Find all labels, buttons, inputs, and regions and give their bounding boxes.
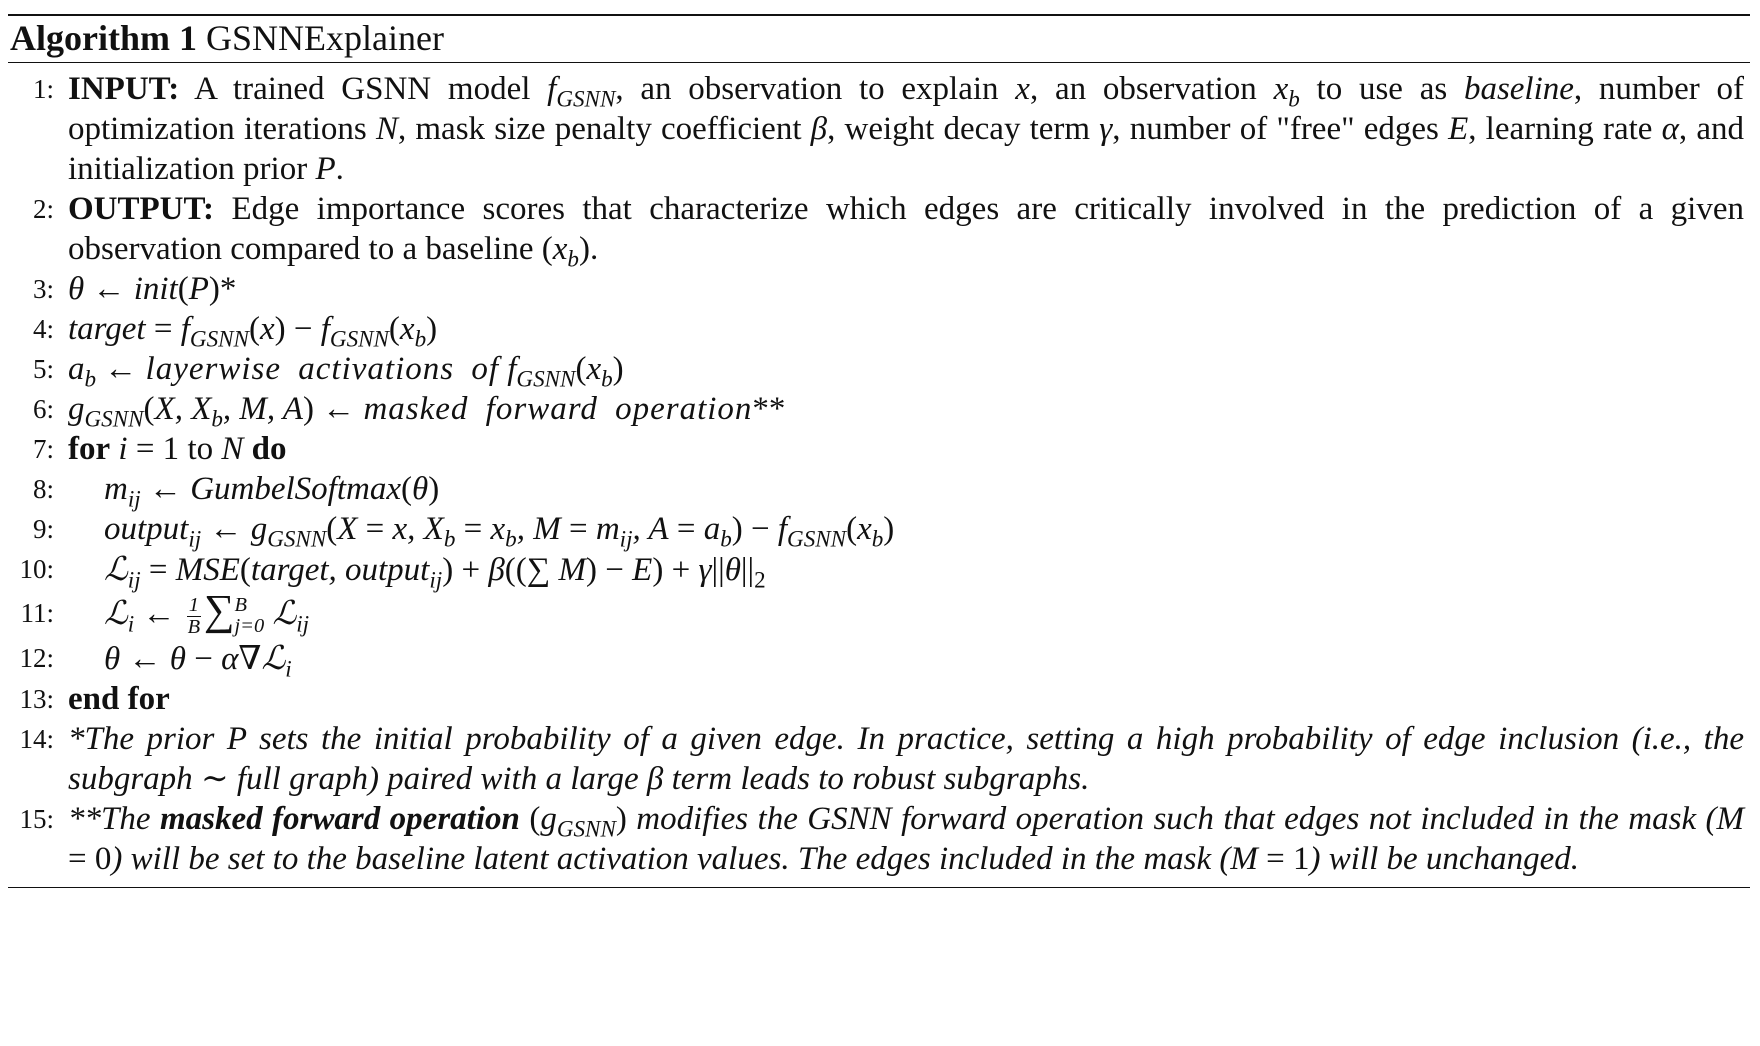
algorithm-line: [8, 189, 1750, 272]
algorithm-line: [8, 469, 1750, 512]
algorithm-line: [8, 587, 1750, 638]
algorithm-body: [8, 63, 1750, 887]
algorithm-line: [8, 719, 1750, 799]
line-number: 4:: [32, 314, 54, 344]
output-keyword: OUTPUT:: [68, 191, 215, 227]
line-content: $m_{ij}$ ← GumbelSoftmax(θ): [104, 471, 440, 512]
line-content: θ ← init(P)*: [68, 271, 237, 307]
line-content: *The prior P sets the initial probability of a given edge. In practice, setting a high probability of edge inclusion (i.e., the subgraph ∼ full graph) paired with a large β term leads to robust subgraphs.: [68, 720, 1744, 797]
algorithm-name: GSNNExplainer: [205, 18, 444, 58]
line-content: ℒ$_{ij}$ = MSE(target, output$_{ij}$) + β((∑ $M) - E) + \gamma||\theta||_2$: [104, 549, 766, 593]
algorithm-box: [8, 14, 1750, 888]
line-content: ℒ$_i$ ← $\frac{1}{B}$ ∑ B j=0 ℒ$_{ij}$: [104, 587, 310, 638]
line-number: 9:: [32, 514, 54, 544]
line-content: θ ← θ − α∇ℒ$_i$: [104, 637, 292, 682]
algorithm-line: [8, 637, 1750, 682]
algorithm-line: [8, 509, 1750, 552]
algorithm-line: [8, 269, 1750, 309]
algorithm-line: [8, 429, 1750, 469]
line-number: 13:: [19, 683, 54, 714]
line-number: 1:: [32, 74, 54, 104]
line-content: end for: [68, 680, 170, 717]
line-content: $g_{GSNN}(X$, $X_b$, M, A) ← masked forward operation**: [68, 391, 786, 432]
line-number: 12:: [19, 642, 54, 673]
line-number: 11:: [20, 598, 54, 628]
algorithm-line: [8, 549, 1750, 593]
line-number: 2:: [32, 194, 54, 224]
algorithm-line: [8, 309, 1750, 352]
algorithm-header: [8, 16, 1750, 62]
line-number: 15:: [19, 803, 54, 834]
algorithm-label: Algorithm 1: [10, 18, 197, 58]
line-number: 7:: [32, 434, 54, 464]
line-number: 14:: [19, 723, 54, 754]
algorithm-line: [8, 389, 1750, 432]
algorithm-line: [8, 799, 1750, 879]
input-keyword: INPUT:: [68, 71, 180, 107]
line-content: output$_{ij}$ ← $g_{GSNN}(X = x$, $X_b = x_b$, $M = m_{ij}$, $A = a_b) - f_{GSNN}(x_b)$: [104, 511, 895, 552]
line-number: 5:: [32, 354, 54, 384]
line-content: for i = 1 to N do: [68, 431, 287, 467]
algorithm-line: [8, 349, 1750, 392]
line-content: INPUT: A trained GSNN model $f_{GSNN}$, an observation to explain x, an observation $x_b$ to use as baseline, number of optimization iterations N, mask size penalty coefficient β, weight decay term γ, number of "free" edges E, learning rate α, and initialization prior P.: [68, 71, 1744, 187]
line-number: 10:: [19, 554, 54, 584]
algorithm-line: [8, 679, 1750, 719]
line-content: target = $f_{GSNN}(x) - f_{GSNN}(x_b)$: [68, 311, 438, 352]
bottom-rule: [8, 887, 1750, 888]
line-number: 8:: [32, 474, 54, 504]
line-content: $a_b$ ← layerwise activations of $f_{GSNN}(x_b)$: [68, 351, 624, 392]
line-content: **The masked forward operation $(g_{GSNN})$ modifies the GSNN forward operation such that edges not included in the mask (M = 0) will be set to the baseline latent activation values. The edges included in the mask (M = 1) will be unchanged.: [68, 800, 1745, 877]
algorithm-line: [8, 69, 1750, 189]
line-content: OUTPUT: Edge importance scores that characterize which edges are critically involved in the prediction of a given observation compared to a baseline $(x_b)$.: [68, 191, 1744, 272]
line-number: 3:: [32, 274, 54, 304]
line-number: 6:: [32, 394, 54, 424]
